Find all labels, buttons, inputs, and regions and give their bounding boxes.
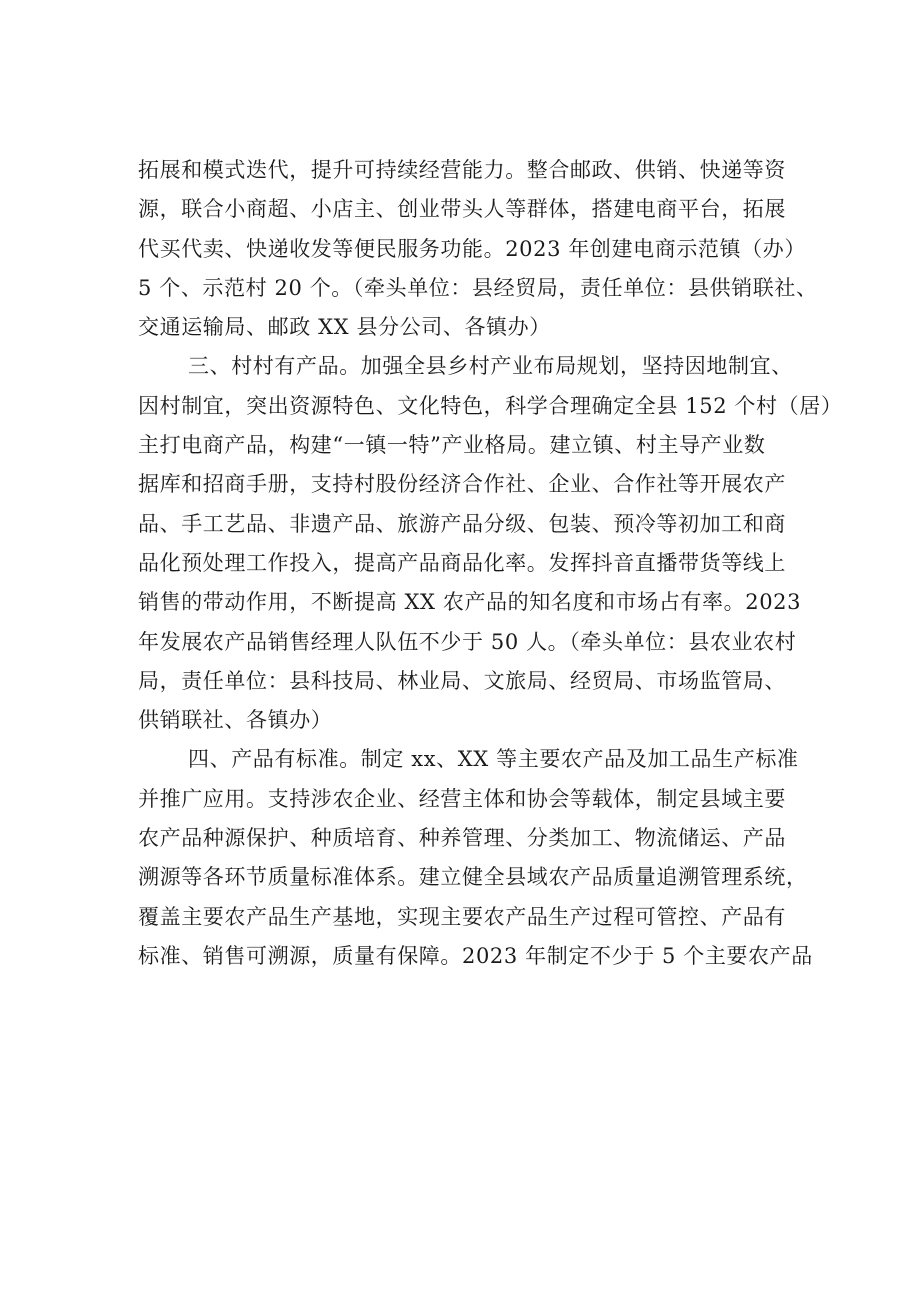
- text-line: 代买代卖、快递收发等便民服务功能。2023 年创建电商示范镇（办）: [138, 236, 806, 261]
- paragraph-3: [138, 740, 813, 976]
- text-line: 标准、销售可溯源，质量有保障。2023 年制定不少于 5 个主要农产品: [138, 943, 813, 968]
- text-line: 供销联社、各镇办）: [138, 708, 333, 733]
- text-line: 三、村村有产品。加强全县乡村产业布局规划，坚持因地制宜、: [188, 354, 793, 379]
- text-line: 局，责任单位：县科技局、林业局、文旅局、经贸局、市场监管局、: [138, 668, 786, 693]
- text-line: 主打电商产品，构建“一镇一特”产业格局。建立镇、村主导产业数: [138, 433, 766, 458]
- text-line: 5 个、示范村 20 个。（牵头单位：县经贸局，责任单位：县供销联社、: [138, 275, 818, 300]
- paragraph-2: [138, 347, 843, 740]
- text-line: 交通运输局、邮政 XX 县分公司、各镇办）: [138, 315, 551, 340]
- text-line: 销售的带动作用，不断提高 XX 农产品的知名度和市场占有率。2023: [138, 590, 802, 615]
- text-line: 四、产品有标准。制定 xx、XX 等主要农产品及加工品生产标准: [188, 747, 799, 772]
- text-line: 品、手工艺品、非遗产品、旅游产品分级、包装、预冷等初加工和商: [138, 511, 786, 536]
- text-line: 拓展和模式迭代，提升可持续经营能力。整合邮政、供销、快递等资: [138, 158, 786, 182]
- text-line: 覆盖主要农产品生产基地，实现主要农产品生产过程可管控、产品有: [138, 904, 786, 929]
- text-line: 并推广应用。支持涉农企业、经营主体和协会等载体，制定县域主要: [138, 786, 786, 811]
- text-line: 溯源等各环节质量标准体系。建立健全县域农产品质量追溯管理系统，: [138, 865, 808, 890]
- text-line: 年发展农产品销售经理人队伍不少于 50 人。（牵头单位：县农业农村: [138, 629, 797, 654]
- text-line: 据库和招商手册，支持村股份经济合作社、企业、合作社等开展农产: [138, 472, 786, 497]
- paragraph-1: [138, 151, 818, 347]
- text-line: 品化预处理工作投入，提高产品商品化率。发挥抖音直播带货等线上: [138, 550, 786, 575]
- body-text: [138, 151, 843, 976]
- text-line: 源，联合小商超、小店主、创业带头人等群体，搭建电商平台，拓展: [138, 197, 786, 222]
- text-line: 因村制宜，突出资源特色、文化特色，科学合理确定全县 152 个村（居）: [138, 393, 843, 418]
- text-line: 农产品种源保护、种质培育、种养管理、分类加工、物流储运、产品: [138, 826, 786, 851]
